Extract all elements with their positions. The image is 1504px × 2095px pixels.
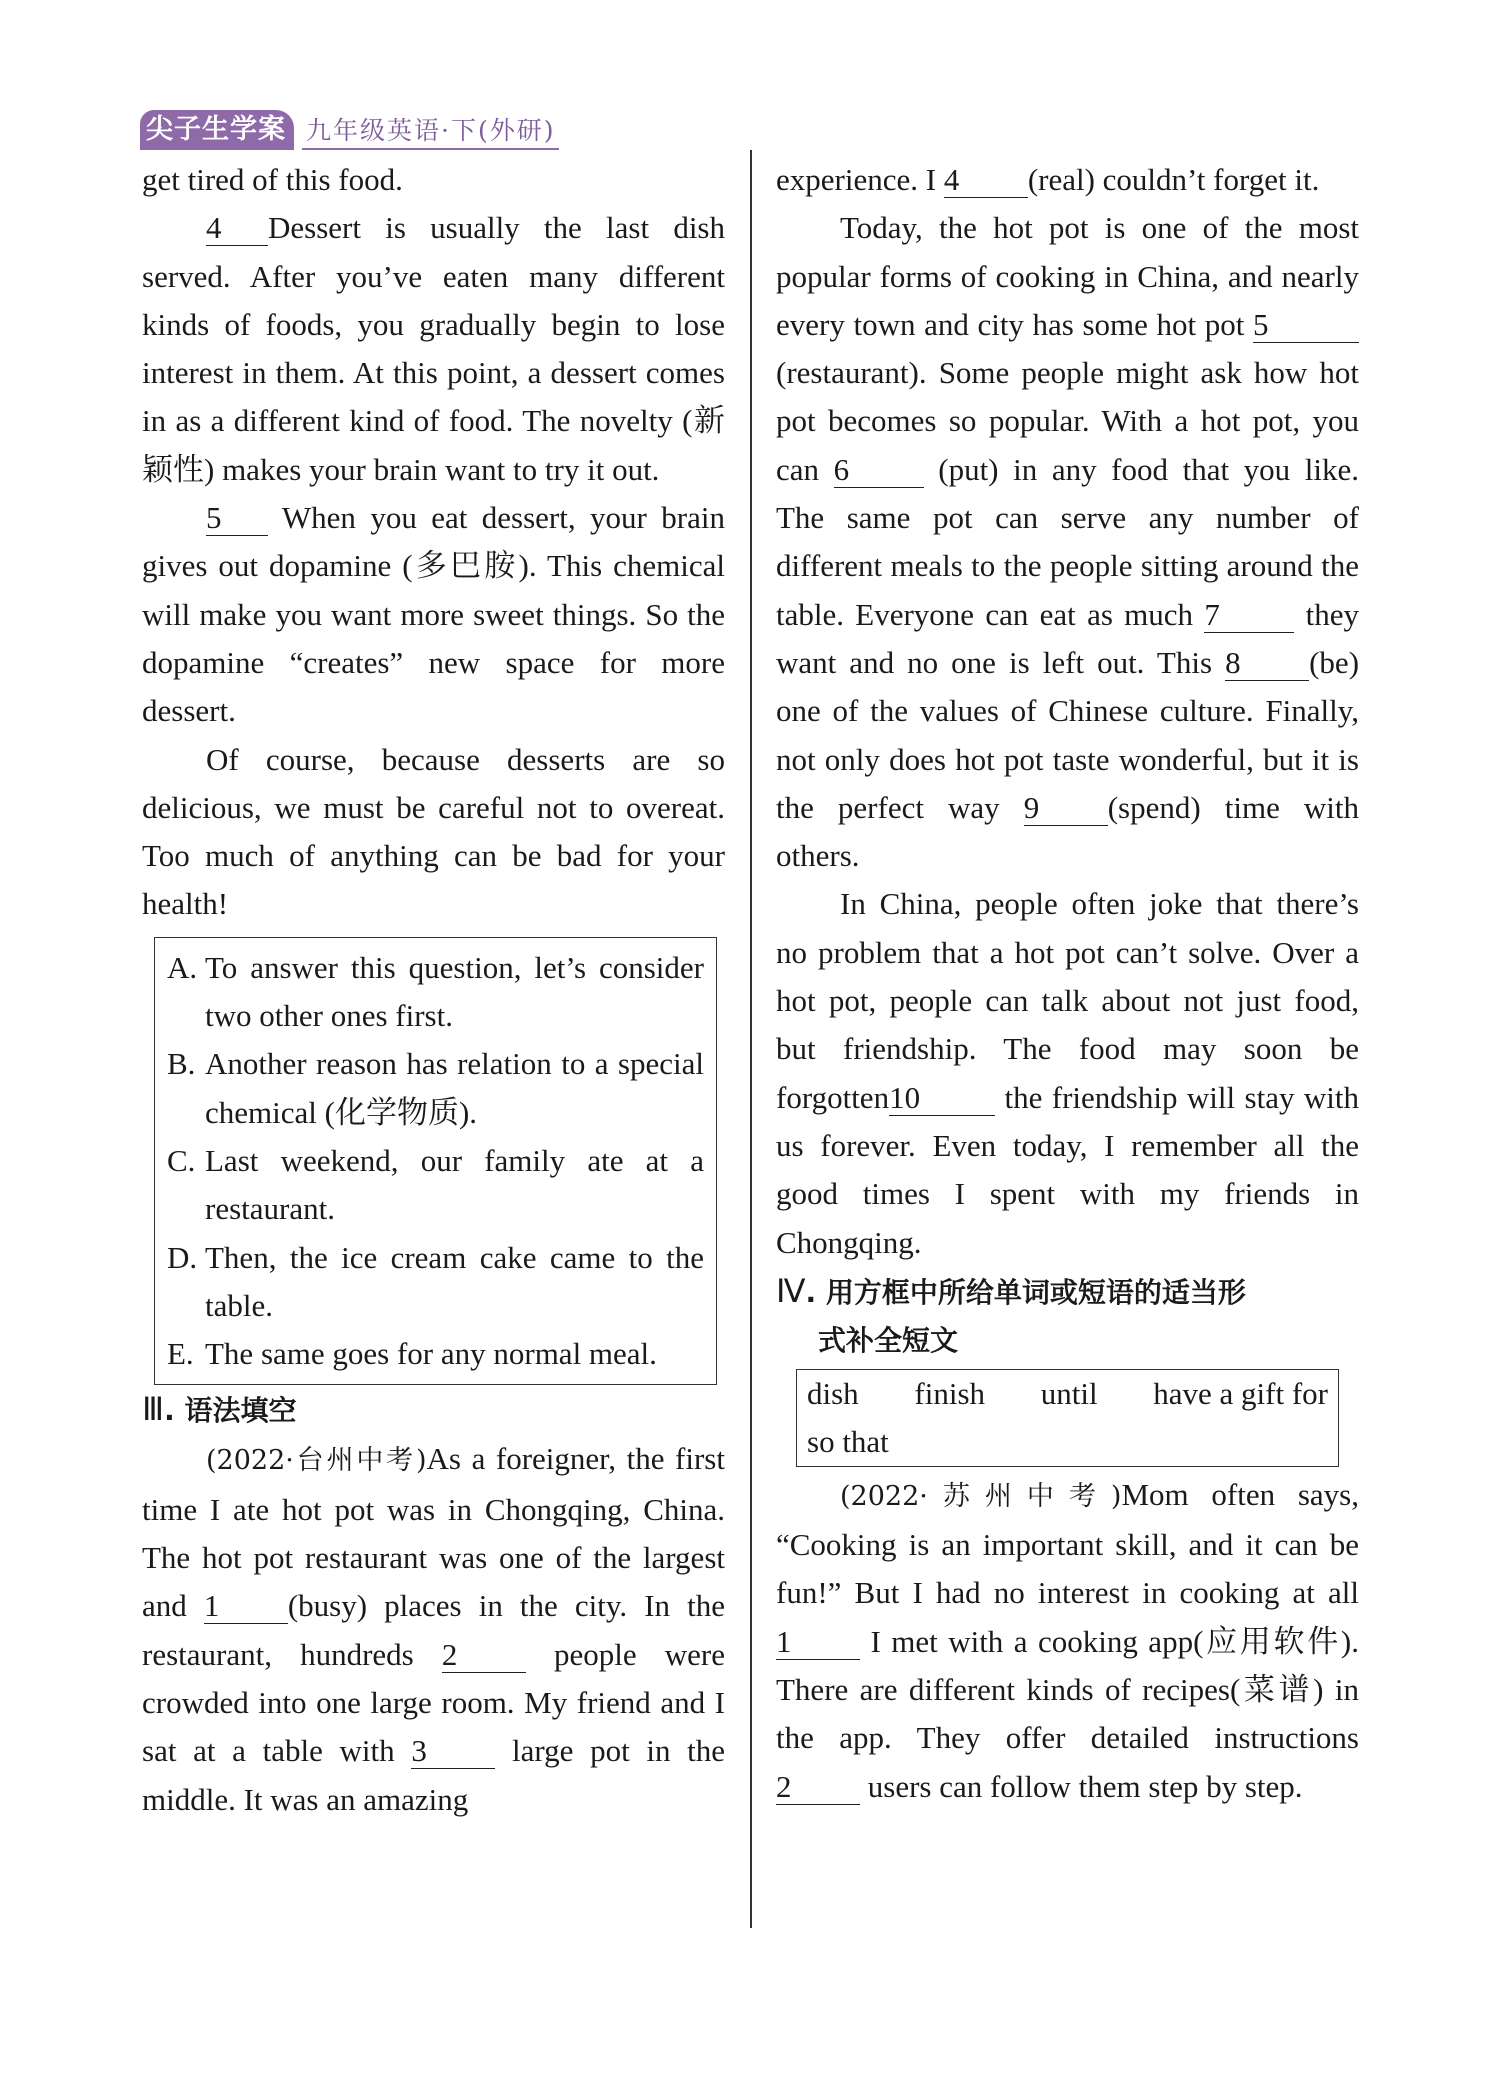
option-label: A.: [167, 949, 198, 985]
blank-1[interactable]: 1: [204, 1589, 288, 1624]
passage-text: (be) one of the values of Chinese culture. Finally, not only does hot pot taste wonderful, but it is the perfect way: [776, 644, 1360, 825]
passage-text: (put) in any food that you like. The same pot can serve any number of different meals to the people sitting around the table. Everyone can eat as much: [776, 451, 1360, 632]
option-text: To answer this question, let’s consider two other ones first.: [205, 949, 704, 1034]
book-subtitle: 九年级英语·下(外研): [302, 114, 559, 150]
source-label: (2022·苏州中考): [840, 1480, 1122, 1512]
section-3-heading: [142, 1385, 725, 1435]
section-number: Ⅲ: [142, 1391, 165, 1428]
paragraph-experience: [776, 156, 1359, 204]
blank-1-cooking[interactable]: 1: [776, 1625, 860, 1660]
passage-text: (real) couldn’t forget it.: [1027, 162, 1320, 197]
option-label: D.: [167, 1239, 198, 1275]
passage-text: they want and no one is left out. This: [776, 596, 1360, 680]
paragraph-blank-5: [142, 494, 725, 735]
option-d: [167, 1234, 704, 1331]
option-label: C.: [167, 1142, 196, 1178]
blank-10[interactable]: 10: [889, 1081, 995, 1116]
passage-text: (busy) places in the city. In the restaurant, hundreds: [142, 1588, 725, 1672]
option-c: [167, 1137, 704, 1234]
blank-8[interactable]: 8: [1225, 646, 1309, 681]
continued-line: get tired of this food.: [142, 162, 403, 197]
options-box: [154, 937, 717, 1386]
source-label: (2022·台州中考): [206, 1445, 427, 1477]
section-title: . 用方框中所给单词或短语的适当形: [805, 1275, 1246, 1309]
word-dish: dish: [807, 1375, 859, 1411]
passage-text: (spend) time with others.: [776, 789, 1359, 874]
passage-text: As a foreigner, the first time I ate hot pot was in Chongqing, China. The hot pot restaurant was one of the largest and: [142, 1441, 725, 1624]
paragraph-text: Dessert is usually the last dish served. After you’ve eaten many different kinds of foods, you gradually begin to lose interest in them. At this point, a dessert comes in as a different kind of food. The novelty (新颖性) makes your brain want to try it out.: [142, 210, 725, 487]
option-text: Then, the ice cream cake came to the table.: [205, 1239, 704, 1323]
option-text: The same goes for any normal meal.: [205, 1336, 657, 1372]
paragraph-text: When you eat dessert, your brain gives out dopamine (多巴胺). This chemical will make you want more sweet things. So the dopamine “creates” new space for more dessert.: [142, 500, 725, 729]
passage-text: people were crowded into one large room. My friend and I sat at a table with: [142, 1636, 725, 1769]
word-finish: finish: [914, 1375, 986, 1411]
passage-text: experience. I: [776, 162, 937, 197]
passage-text: (restaurant). Some people might ask how hot pot becomes so popular. With a hot pot, you can: [776, 355, 1359, 487]
blank-9[interactable]: 9: [1024, 791, 1108, 826]
word-until: until: [1040, 1375, 1098, 1411]
blank-5-hotpot[interactable]: 5: [1253, 308, 1359, 343]
blank-2[interactable]: 2: [442, 1638, 526, 1673]
paragraph-blank-4: [142, 204, 725, 494]
section-4-heading: [776, 1267, 1359, 1317]
page-header: [140, 110, 559, 150]
blank-7[interactable]: 7: [1204, 598, 1294, 633]
passage-text: users can follow them step by step.: [867, 1768, 1303, 1804]
blank-4-hotpot[interactable]: 4: [944, 163, 1028, 198]
paragraph-conclusion: Of course, because desserts are so delicious, we must be careful not to overeat. Too much of anything can be bad for your health!: [142, 741, 725, 922]
book-badge: 尖子生学案: [140, 110, 294, 150]
section-title: . 语法填空: [164, 1394, 297, 1428]
column-divider: [750, 150, 752, 1928]
passage-text: the friendship will stay with us forever. Even today, I remember all the good times I spent with my friends in Chongqing.: [776, 1079, 1360, 1260]
section-4-heading-line2: 式补全短文: [818, 1323, 959, 1357]
blank-3[interactable]: 3: [411, 1734, 495, 1769]
left-column: [142, 156, 725, 1824]
passage-text: In China, people often joke that there’s no problem that a hot pot can’t solve. Over a hot pot, people can talk about not just food, but friendship. The food may soon be forgotten: [776, 886, 1359, 1115]
passage-text: I met with a cooking app(应用软件). There are different kinds of recipes(菜谱) in the app. They offer detailed instructions: [776, 1623, 1360, 1756]
blank-4[interactable]: 4: [206, 211, 268, 246]
passage-text: Today, the hot pot is one of the most popular forms of cooking in China, and nearly every town and city has some hot pot: [776, 210, 1359, 342]
passage-text: large pot in the middle. It was an amazing: [142, 1733, 726, 1817]
blank-2-cooking[interactable]: 2: [776, 1770, 860, 1805]
blank-5[interactable]: 5: [206, 501, 268, 536]
option-text: Last weekend, our family ate at a restaurant.: [205, 1142, 704, 1227]
option-label: B.: [167, 1046, 196, 1082]
section-3-passage: [142, 1435, 725, 1823]
passage-text: Mom often says, “Cooking is an important skill, and it can be fun!” But I had no interest in cooking at all: [776, 1476, 1359, 1611]
blank-6[interactable]: 6: [834, 453, 924, 488]
section-number: Ⅳ: [776, 1272, 806, 1309]
option-label: E.: [167, 1336, 194, 1372]
option-b: [167, 1040, 704, 1137]
paragraph-popularity: [776, 204, 1359, 880]
paragraph-friendship: [776, 880, 1359, 1266]
right-column: [776, 156, 1359, 1811]
section-4-passage: [776, 1471, 1359, 1811]
word-have-a-gift-for: have a gift for: [1153, 1375, 1328, 1411]
word-so-that: so that: [807, 1423, 889, 1459]
word-bank-box: [796, 1369, 1339, 1467]
option-a: [167, 944, 704, 1041]
option-e: [167, 1330, 704, 1378]
option-text: Another reason has relation to a special chemical (化学物质).: [205, 1046, 704, 1130]
